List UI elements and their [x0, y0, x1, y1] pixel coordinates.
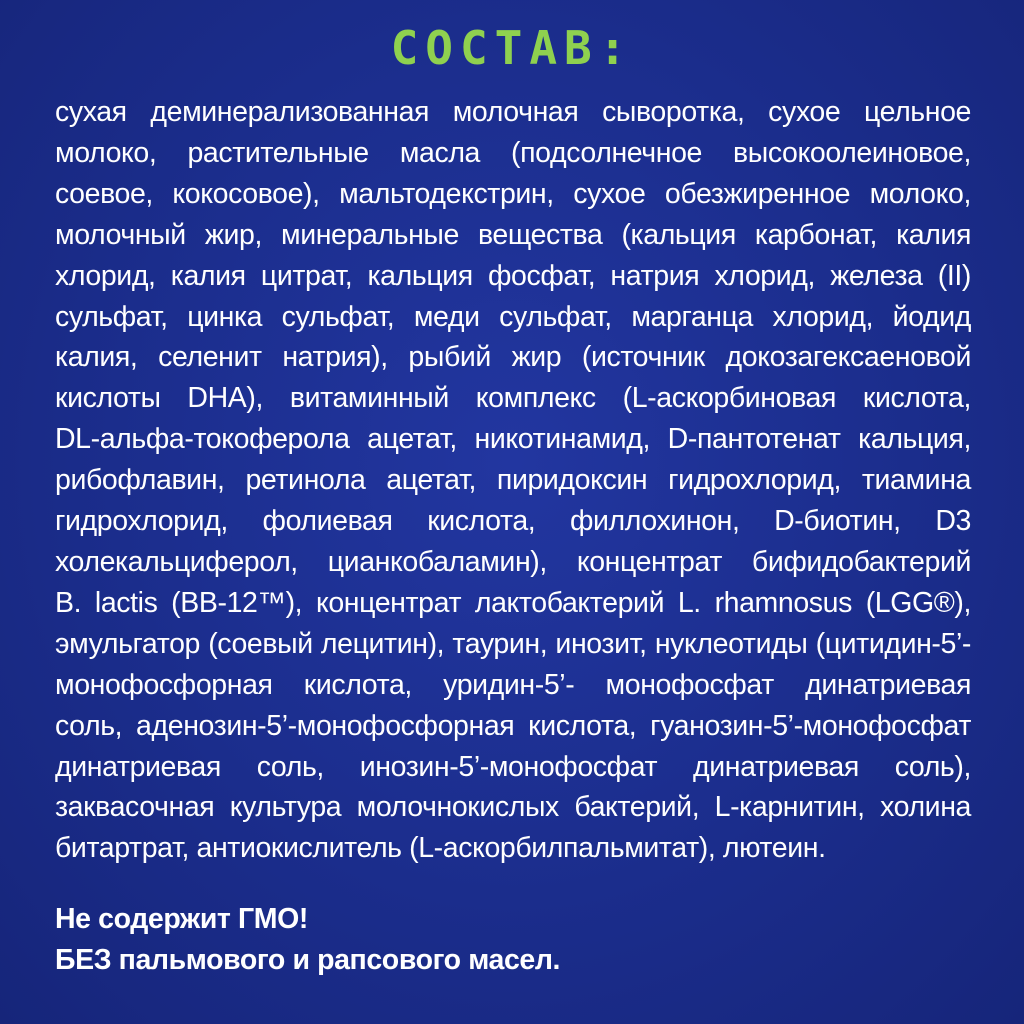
composition-line: соевое, кокосовое), мальтодекстрин, сухое обезжиренное молоко, — [55, 177, 971, 210]
composition-line: калия, селенит натрия), рыбий жир (источник докозагексаеновой — [55, 341, 971, 374]
composition-line: сухая деминерализованная молочная сыворотка, сухое цельное — [55, 96, 971, 128]
no-palm-oil-note: БЕЗ пальмового и рапсового масел. — [55, 943, 561, 976]
composition-line: сульфат, цинка сульфат, меди сульфат, марганца хлорид, йодид — [55, 300, 971, 333]
composition-line: рибофлавин, ретинола ацетат, пиридоксин гидрохлорид, тиамина — [55, 464, 971, 497]
composition-line: гидрохлорид, фолиевая кислота, филлохинон, D-биотин, D3 — [55, 505, 971, 538]
composition-line: эмульгатор (соевый лецитин), таурин, инозит, нуклеотиды (цитидин-5’- — [55, 627, 971, 660]
composition-line: битартрат, антиокислитель (L-аскорбилпальмитат), лютеин. — [55, 832, 826, 865]
no-gmo-note: Не содержит ГМО! — [55, 903, 308, 935]
composition-title: СОСТАВ: — [390, 21, 634, 75]
composition-line: молочный жир, минеральные вещества (кальция карбонат, калия — [55, 218, 971, 251]
composition-line: кислоты DHA), витаминный комплекс (L-аскорбиновая кислота, — [55, 382, 971, 415]
composition-line: молоко, растительные масла (подсолнечное высокоолеиновое, — [55, 136, 971, 169]
composition-line: холекальциферол, цианкобаламин), концентрат бифидобактерий — [55, 545, 971, 578]
composition-line: хлорид, калия цитрат, кальция фосфат, натрия хлорид, железа (II) — [55, 259, 971, 292]
composition-line: B. lactis (BB-12™), концентрат лактобактерий L. rhamnosus (LGG®), — [55, 586, 971, 619]
composition-line: DL-альфа-токоферола ацетат, никотинамид, D-пантотенат кальция, — [55, 423, 971, 456]
composition-line: заквасочная культура молочнокислых бактерий, L-карнитин, холина — [55, 791, 971, 824]
composition-line: динатриевая соль, инозин-5’-монофосфат динатриевая соль), — [55, 750, 971, 783]
notes-block — [55, 899, 971, 981]
composition-line: монофосфорная кислота, уридин-5’- монофосфат динатриевая — [55, 668, 971, 701]
composition-line: соль, аденозин-5’-монофосфорная кислота, гуанозин-5’-монофосфат — [55, 709, 971, 742]
composition-text — [55, 92, 971, 869]
